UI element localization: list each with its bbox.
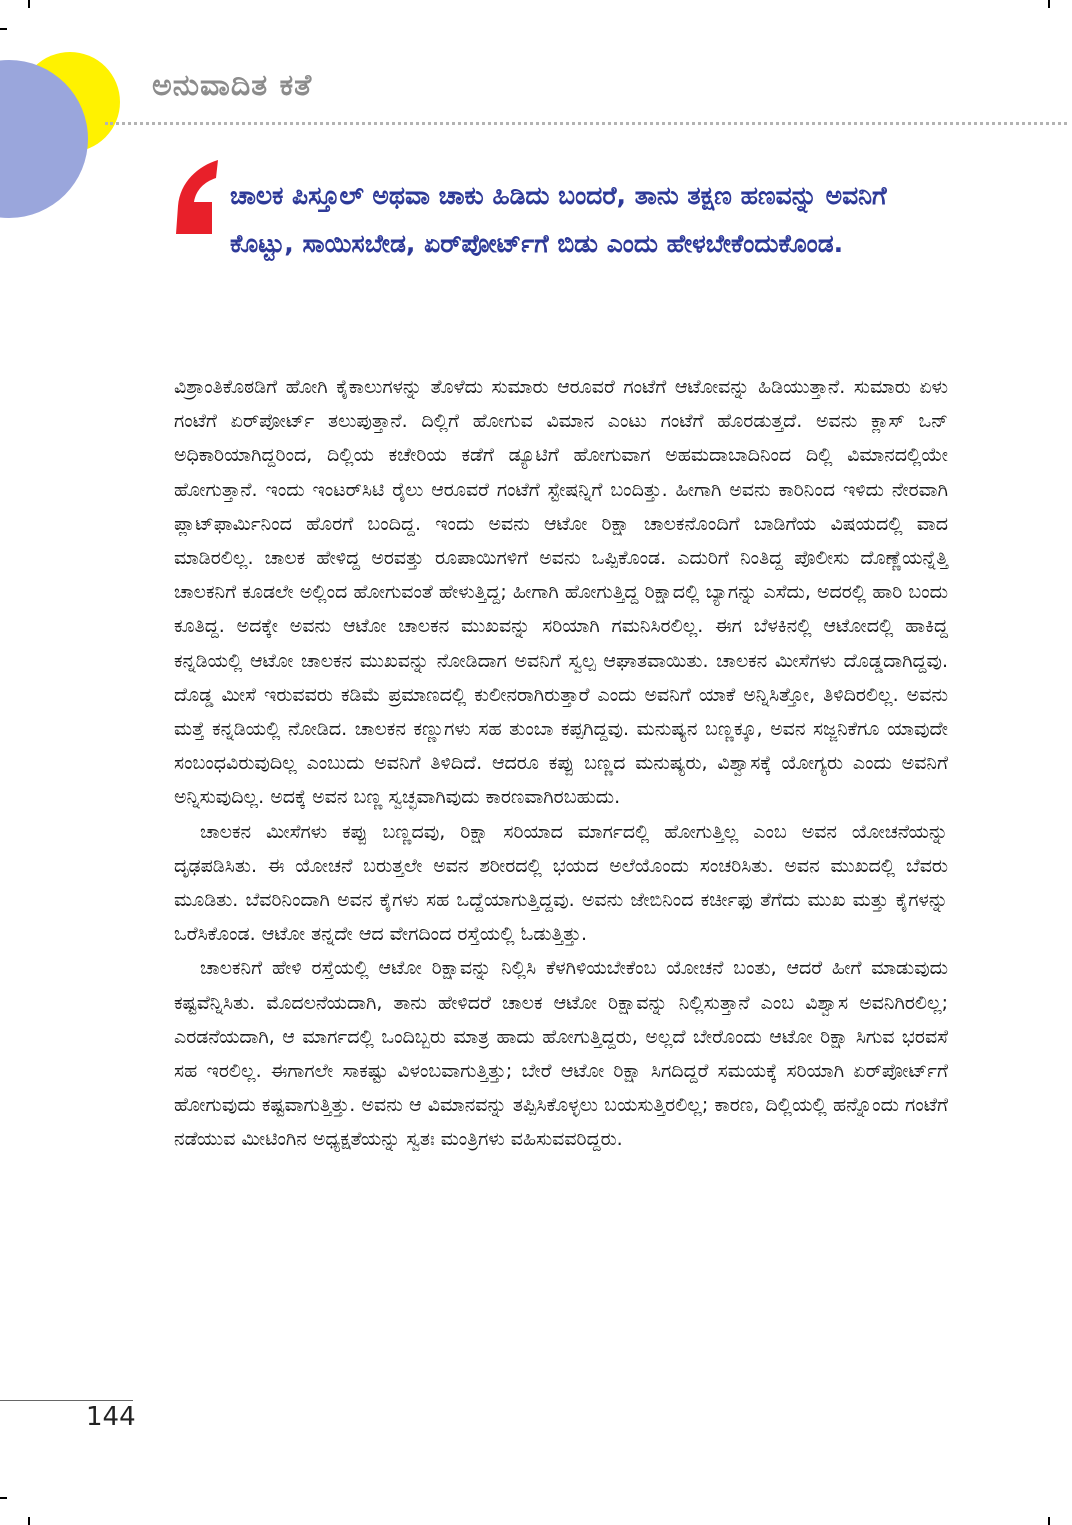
page-number-rule [0,1400,133,1401]
crop-mark-bottom-right [1048,1517,1050,1525]
article-body [174,370,948,1157]
pull-quote: ಚಾಲಕ ಪಿಸ್ತೂಲ್ ಅಥವಾ ಚಾಕು ಹಿಡಿದು ಬಂದರೆ, ತಾನು ತಕ್ಷಣ ಹಣವನ್ನು ಅವನಿಗೆ ಕೊಟ್ಟು, ಸಾಯಿಸಬೇಡ, ಏರ್‌ಪೋರ್ಟ್‌ಗೆ ಬಿಡು ಎಂದು ಹೇಳಬೇಕೆಂದುಕೊಂಡ. [230,181,887,258]
crop-mark-top-left [28,0,30,8]
crop-mark-top-right [1048,0,1050,8]
body-paragraph-1: ವಿಶ್ರಾಂತಿಕೊಠಡಿಗೆ ಹೋಗಿ ಕೈಕಾಲುಗಳನ್ನು ತೊಳೆದು ಸುಮಾರು ಆರೂವರೆ ಗಂಟೆಗೆ ಆಟೋವನ್ನು ಹಿಡಿಯುತ್ತಾನೆ. ಸುಮಾರು ಏಳು ಗಂಟೆಗೆ ಏರ್‌ಪೋರ್ಟ್ ತಲುಪುತ್ತಾನೆ. ದಿಲ್ಲಿಗೆ ಹೋಗುವ ವಿಮಾನ ಎಂಟು ಗಂಟೆಗೆ ಹೊರಡುತ್ತದೆ. ಅವನು ಕ್ಲಾಸ್ ಒನ್ ಅಧಿಕಾರಿಯಾಗಿದ್ದರಿಂದ, ದಿಲ್ಲಿಯ ಕಚೇರಿಯ ಕಡೆಗೆ ಡ್ಯೂಟಿಗೆ ಹೋಗುವಾಗ ಅಹಮದಾಬಾದಿನಿಂದ ದಿಲ್ಲಿ ವಿಮಾನದಲ್ಲಿಯೇ ಹೋಗುತ್ತಾನೆ. ಇಂದು ಇಂಟರ್‌ಸಿಟಿ ರೈಲು ಆರೂವರೆ ಗಂಟೆಗೆ ಸ್ಟೇಷನ್ನಿಗೆ ಬಂದಿತ್ತು. ಹೀಗಾಗಿ ಅವನು ಕಾರಿನಿಂದ ಇಳಿದು ನೇರವಾಗಿ ಪ್ಲಾಟ್‌ಫಾರ್ಮಿನಿಂದ ಹೊರಗೆ ಬಂದಿದ್ದ. ಇಂದು ಅವನು ಆಟೋ ರಿಕ್ಷಾ ಚಾಲಕನೊಂದಿಗೆ ಬಾಡಿಗೆಯ ವಿಷಯದಲ್ಲಿ ವಾದ ಮಾಡಿರಲಿಲ್ಲ. ಚಾಲಕ ಹೇಳಿದ್ದ ಅರವತ್ತು ರೂಪಾಯಿಗಳಿಗೆ ಅವನು ಒಪ್ಪಿಕೊಂಡ. ಎದುರಿಗೆ ನಿಂತಿದ್ದ ಪೊಲೀಸು ದೊಣ್ಣೆಯನ್ನೆತ್ತಿ ಚಾಲಕನಿಗೆ ಕೂಡಲೇ ಅಲ್ಲಿಂದ ಹೋಗುವಂತೆ ಹೇಳುತ್ತಿದ್ದ; ಹೀಗಾಗಿ ಹೋಗುತ್ತಿದ್ದ ರಿಕ್ಷಾದಲ್ಲಿ ಬ್ಯಾಗನ್ನು ಎಸೆದು, ಅದರಲ್ಲಿ ಹಾರಿ ಬಂದು ಕೂತಿದ್ದ. ಅದಕ್ಕೇ ಅವನು ಆಟೋ ಚಾಲಕನ ಮುಖವನ್ನು ಸರಿಯಾಗಿ ಗಮನಿಸಿರಲಿಲ್ಲ. ಈಗ ಬೆಳಕಿನಲ್ಲಿ ಆಟೋದಲ್ಲಿ ಹಾಕಿದ್ದ ಕನ್ನಡಿಯಲ್ಲಿ ಆಟೋ ಚಾಲಕನ ಮುಖವನ್ನು ನೋಡಿದಾಗ ಅವನಿಗೆ ಸ್ವಲ್ಪ ಆಘಾತವಾಯಿತು. ಚಾಲಕನ ಮೀಸೆಗಳು ದೊಡ್ಡದಾಗಿದ್ದವು. ದೊಡ್ಡ ಮೀಸೆ ಇರುವವರು ಕಡಿಮೆ ಪ್ರಮಾಣದಲ್ಲಿ ಕುಲೀನರಾಗಿರುತ್ತಾರೆ ಎಂದು ಅವನಿಗೆ ಯಾಕೆ ಅನ್ನಿಸಿತ್ತೋ, ತಿಳಿದಿರಲಿಲ್ಲ. ಅವನು ಮತ್ತೆ ಕನ್ನಡಿಯಲ್ಲಿ ನೋಡಿದ. ಚಾಲಕನ ಕಣ್ಣುಗಳು ಸಹ ತುಂಬಾ ಕಪ್ಪಗಿದ್ದವು. ಮನುಷ್ಯನ ಬಣ್ಣಕ್ಕೂ, ಅವನ ಸಜ್ಜನಿಕೆಗೂ ಯಾವುದೇ ಸಂಬಂಧವಿರುವುದಿಲ್ಲ ಎಂಬುದು ಅವನಿಗೆ ತಿಳಿದಿದೆ. ಆದರೂ ಕಪ್ಪು ಬಣ್ಣದ ಮನುಷ್ಯರು, ವಿಶ್ವಾಸಕ್ಕೆ ಯೋಗ್ಯರು ಎಂದು ಅವನಿಗೆ ಅನ್ನಿಸುವುದಿಲ್ಲ. ಅದಕ್ಕೆ ಅವನ ಬಣ್ಣ ಸ್ವಚ್ಛವಾಗಿವುದು ಕಾರಣವಾಗಿರಬಹುದು. [174,376,948,809]
crop-mark-bottom-left [28,1517,30,1525]
section-title: ಅನುವಾದಿತ ಕತೆ [152,68,313,103]
crop-mark-left-upper [0,28,7,30]
body-paragraph-3: ಚಾಲಕನಿಗೆ ಹೇಳಿ ರಸ್ತೆಯಲ್ಲಿ ಆಟೋ ರಿಕ್ಷಾವನ್ನು ನಿಲ್ಲಿಸಿ ಕೆಳಗಿಳಿಯಬೇಕೆಂಬ ಯೋಚನೆ ಬಂತು, ಆದರೆ ಹೀಗೆ ಮಾಡುವುದು ಕಷ್ಟವೆನ್ನಿಸಿತು. ಮೊದಲನೆಯದಾಗಿ, ತಾನು ಹೇಳಿದರೆ ಚಾಲಕ ಆಟೋ ರಿಕ್ಷಾವನ್ನು ನಿಲ್ಲಿಸುತ್ತಾನೆ ಎಂಬ ವಿಶ್ವಾಸ ಅವನಿಗಿರಲಿಲ್ಲ; ಎರಡನೆಯದಾಗಿ, ಆ ಮಾರ್ಗದಲ್ಲಿ ಒಂದಿಬ್ಬರು ಮಾತ್ರ ಹಾದು ಹೋಗುತ್ತಿದ್ದರು, ಅಲ್ಲದೆ ಬೇರೊಂದು ಆಟೋ ರಿಕ್ಷಾ ಸಿಗುವ ಭರವಸೆ ಸಹ ಇರಲಿಲ್ಲ. ಈಗಾಗಲೇ ಸಾಕಷ್ಟು ವಿಳಂಬವಾಗುತ್ತಿತ್ತು; ಬೇರೆ ಆಟೋ ರಿಕ್ಷಾ ಸಿಗದಿದ್ದರೆ ಸಮಯಕ್ಕೆ ಸರಿಯಾಗಿ ಏರ್‌ಪೋರ್ಟ್‌ಗೆ ಹೋಗುವುದು ಕಷ್ಟವಾಗುತ್ತಿತ್ತು. ಅವನು ಆ ವಿಮಾನವನ್ನು ತಪ್ಪಿಸಿಕೊಳ್ಳಲು ಬಯಸುತ್ತಿರಲಿಲ್ಲ; ಕಾರಣ, ದಿಲ್ಲಿಯಲ್ಲಿ ಹನ್ನೊಂದು ಗಂಟೆಗೆ ನಡೆಯುವ ಮೀಟಿಂಗಿನ ಅಧ್ಯಕ್ಷತೆಯನ್ನು ಸ್ವತಃ ಮಂತ್ರಿಗಳು ವಹಿಸುವವರಿದ್ದರು. [174,957,948,1151]
header-dotted-rule [105,122,1067,125]
body-paragraph-2: ಚಾಲಕನ ಮೀಸೆಗಳು ಕಪ್ಪು ಬಣ್ಣದವು, ರಿಕ್ಷಾ ಸರಿಯಾದ ಮಾರ್ಗದಲ್ಲಿ ಹೋಗುತ್ತಿಲ್ಲ ಎಂಬ ಅವನ ಯೋಚನೆಯನ್ನು ದೃಢಪಡಿಸಿತು. ಈ ಯೋಚನೆ ಬರುತ್ತಲೇ ಅವನ ಶರೀರದಲ್ಲಿ ಭಯದ ಅಲೆಯೊಂದು ಸಂಚರಿಸಿತು. ಅವನ ಮುಖದಲ್ಲಿ ಬೆವರು ಮೂಡಿತು. ಬೆವರಿನಿಂದಾಗಿ ಅವನ ಕೈಗಳು ಸಹ ಒದ್ದೆಯಾಗುತ್ತಿದ್ದವು. ಅವನು ಜೇಬಿನಿಂದ ಕರ್ಚೀಫು ತೆಗೆದು ಮುಖ ಮತ್ತು ಕೈಗಳನ್ನು ಒರೆಸಿಕೊಂಡ. ಆಟೋ ತನ್ನದೇ ಆದ ವೇಗದಿಂದ ರಸ್ತೆಯಲ್ಲಿ ಓಡುತ್ತಿತ್ತು. [174,820,948,946]
page-number: 144 [86,1402,136,1432]
crop-mark-left-lower [0,1497,7,1499]
quote-mark-icon [172,156,220,238]
